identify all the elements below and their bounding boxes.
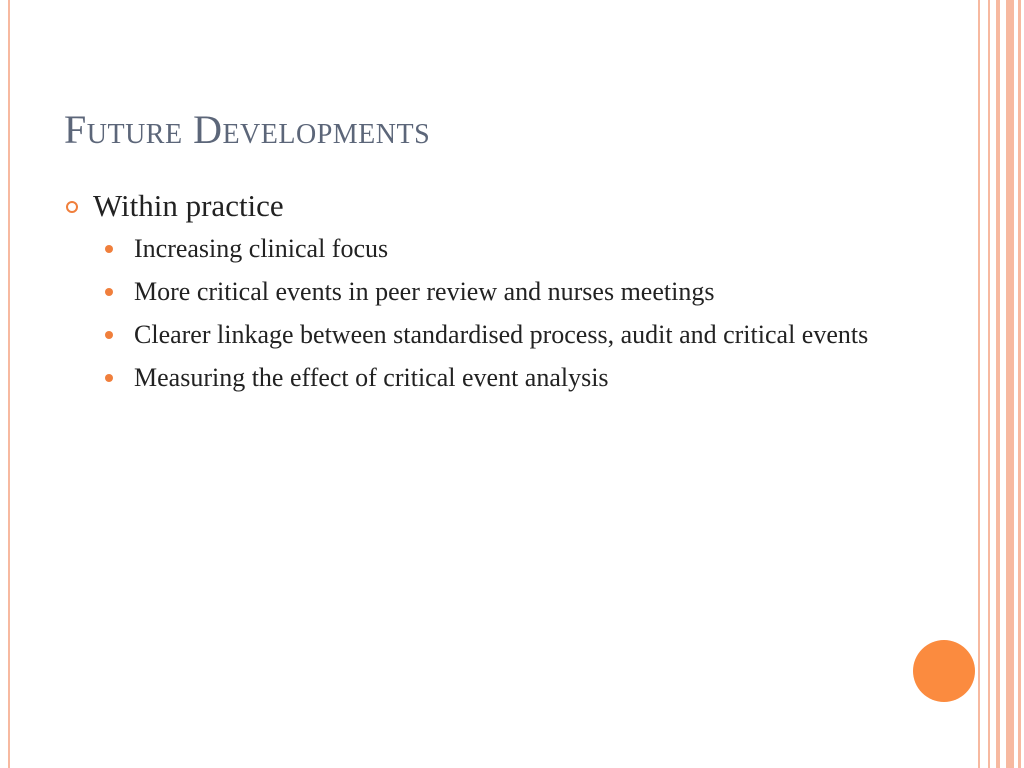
right-border-stripes — [978, 0, 1024, 768]
filled-circle-bullet-icon — [105, 374, 113, 382]
border-stripe — [988, 0, 990, 768]
sub-bullet-item — [93, 275, 894, 309]
border-stripe — [1006, 0, 1014, 768]
sub-bullet-text: More critical events in peer review and nurses meetings — [134, 277, 715, 306]
bullet-item — [64, 186, 884, 395]
filled-circle-bullet-icon — [105, 245, 113, 253]
sub-bullet-item — [93, 318, 894, 352]
sub-bullet-text: Increasing clinical focus — [134, 234, 389, 263]
slide-title: Future Developments — [64, 107, 431, 152]
border-stripe — [1018, 0, 1021, 768]
sub-bullet-item — [93, 361, 894, 395]
filled-circle-bullet-icon — [105, 331, 113, 339]
decorative-orange-circle — [913, 640, 975, 702]
sub-bullet-item — [93, 232, 894, 266]
filled-circle-bullet-icon — [105, 288, 113, 296]
border-stripe — [978, 0, 980, 768]
left-border-line — [8, 0, 10, 768]
border-stripe — [996, 0, 1000, 768]
bullet-text: Within practice — [93, 188, 284, 223]
bullet-list — [64, 186, 884, 404]
sub-bullet-text: Clearer linkage between standardised process, audit and critical events — [134, 320, 869, 349]
sub-bullet-text: Measuring the effect of critical event analysis — [134, 363, 609, 392]
sub-bullet-list — [93, 232, 884, 395]
hollow-circle-bullet-icon — [66, 201, 78, 213]
